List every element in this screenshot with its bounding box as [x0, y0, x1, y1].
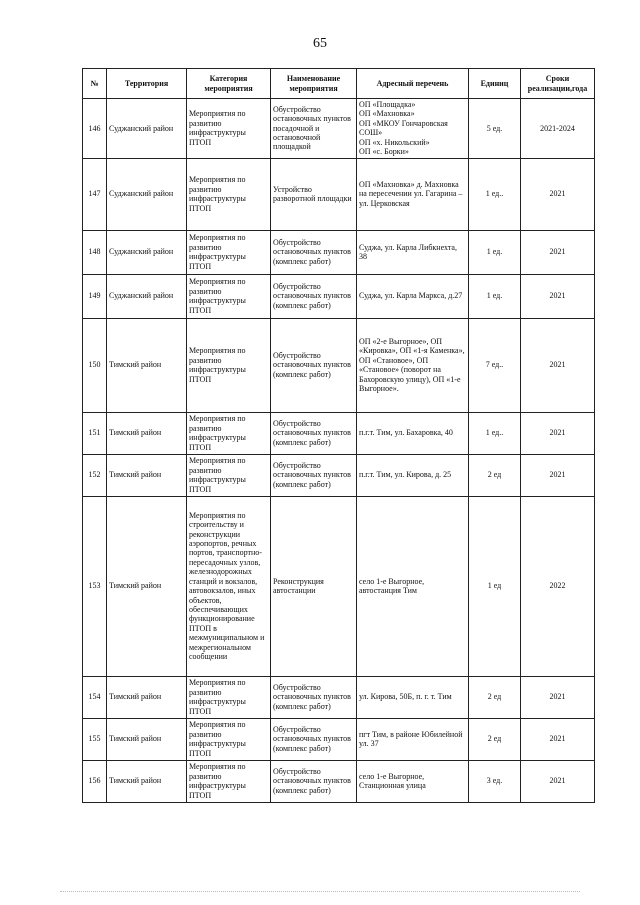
cell-territory: Тимский район — [107, 676, 187, 718]
cell-address: ОП «Площадка» ОП «Махновка» ОП «МКОУ Гончаровская СОШ» ОП «х. Никольский» ОП «с. Борки» — [357, 99, 469, 159]
cell-unit: 3 ед. — [469, 760, 521, 802]
cell-term: 2021 — [521, 274, 595, 318]
cell-address: село 1-е Выгорное, автостанция Тим — [357, 496, 469, 676]
cell-territory: Тимский район — [107, 496, 187, 676]
table-row — [83, 158, 595, 230]
table-row — [83, 760, 595, 802]
cell-category: Мероприятия по развитию инфраструктуры ПТОП — [187, 99, 271, 159]
cell-term: 2021 — [521, 760, 595, 802]
cell-term: 2021 — [521, 676, 595, 718]
cell-num: 154 — [83, 676, 107, 718]
cell-territory: Суджанский район — [107, 99, 187, 159]
cell-term: 2021-2024 — [521, 99, 595, 159]
cell-category: Мероприятия по развитию инфраструктуры ПТОП — [187, 718, 271, 760]
cell-category: Мероприятия по развитию инфраструктуры ПТОП — [187, 454, 271, 496]
cell-territory: Суджанский район — [107, 158, 187, 230]
cell-address: пгт Тим, в районе Юбилейной ул. 37 — [357, 718, 469, 760]
cell-category: Мероприятия по развитию инфраструктуры ПТОП — [187, 412, 271, 454]
cell-term: 2021 — [521, 158, 595, 230]
cell-category: Мероприятия по развитию инфраструктуры ПТОП — [187, 676, 271, 718]
cell-category: Мероприятия по развитию инфраструктуры ПТОП — [187, 274, 271, 318]
cell-term: 2021 — [521, 718, 595, 760]
table-row — [83, 496, 595, 676]
cell-name: Обустройство остановочных пунктов (комплекс работ) — [271, 412, 357, 454]
cell-name: Обустройство остановочных пунктов (комплекс работ) — [271, 230, 357, 274]
cell-unit: 1 ед.. — [469, 412, 521, 454]
cell-address: ОП «Махновка» д. Махновка на пересечении ул. Гагарина – ул. Церковская — [357, 158, 469, 230]
cell-term: 2021 — [521, 230, 595, 274]
cell-num: 147 — [83, 158, 107, 230]
cell-address: село 1-е Выгорное, Станционная улица — [357, 760, 469, 802]
cell-address: п.г.т. Тим, ул. Бахаровка, 40 — [357, 412, 469, 454]
cell-term: 2021 — [521, 454, 595, 496]
header-unit: Единиц — [469, 69, 521, 99]
cell-num: 149 — [83, 274, 107, 318]
cell-unit: 1 ед.. — [469, 158, 521, 230]
cell-category: Мероприятия по развитию инфраструктуры ПТОП — [187, 760, 271, 802]
table-header-row — [83, 69, 595, 99]
table-row — [83, 412, 595, 454]
table-row — [83, 454, 595, 496]
table-row — [83, 676, 595, 718]
header-term: Сроки реализации,года — [521, 69, 595, 99]
header-num: № — [83, 69, 107, 99]
cell-category: Мероприятия по строительству и реконструкции аэропортов, речных портов, транспортно-пересадочных узлов, железнодорожных станций и вокзалов, автовокзалов, иных объектов, обеспечивающих функционирование ПТОП в межмуниципальном и межрегиональном сообщении — [187, 496, 271, 676]
page-number: 65 — [313, 36, 327, 51]
cell-num: 151 — [83, 412, 107, 454]
cell-unit: 1 ед — [469, 496, 521, 676]
cell-territory: Суджанский район — [107, 274, 187, 318]
cell-term: 2021 — [521, 412, 595, 454]
header-address: Адресный перечень — [357, 69, 469, 99]
cell-name: Обустройство остановочных пунктов посадочной и остановочной площадкой — [271, 99, 357, 159]
cell-name: Обустройство остановочных пунктов (комплекс работ) — [271, 760, 357, 802]
cell-unit: 2 ед — [469, 454, 521, 496]
cell-territory: Тимский район — [107, 718, 187, 760]
cell-name: Обустройство остановочных пунктов (комплекс работ) — [271, 718, 357, 760]
cell-category: Мероприятия по развитию инфраструктуры ПТОП — [187, 318, 271, 412]
cell-num: 146 — [83, 99, 107, 159]
cell-name: Обустройство остановочных пунктов (комплекс работ) — [271, 274, 357, 318]
cell-num: 152 — [83, 454, 107, 496]
cell-unit: 1 ед. — [469, 230, 521, 274]
header-territory: Территория — [107, 69, 187, 99]
cell-name: Обустройство остановочных пунктов (комплекс работ) — [271, 454, 357, 496]
header-category: Категория мероприятия — [187, 69, 271, 99]
cell-num: 148 — [83, 230, 107, 274]
cell-unit: 2 ед — [469, 718, 521, 760]
table-row — [83, 230, 595, 274]
cell-term: 2021 — [521, 318, 595, 412]
cell-name: Реконструкция автостанции — [271, 496, 357, 676]
cell-num: 155 — [83, 718, 107, 760]
cell-num: 153 — [83, 496, 107, 676]
cell-num: 156 — [83, 760, 107, 802]
header-name: Наименование мероприятия — [271, 69, 357, 99]
document-table — [82, 68, 595, 803]
cell-category: Мероприятия по развитию инфраструктуры ПТОП — [187, 158, 271, 230]
cell-address: ул. Кирова, 50Б, п. г. т. Тим — [357, 676, 469, 718]
cell-category: Мероприятия по развитию инфраструктуры ПТОП — [187, 230, 271, 274]
table-row — [83, 718, 595, 760]
cell-address: п.г.т. Тим, ул. Кирова, д. 25 — [357, 454, 469, 496]
table-row — [83, 318, 595, 412]
cell-territory: Тимский район — [107, 760, 187, 802]
cell-num: 150 — [83, 318, 107, 412]
cell-unit: 1 ед. — [469, 274, 521, 318]
cell-unit: 7 ед.. — [469, 318, 521, 412]
cell-name: Обустройство остановочных пунктов (комплекс работ) — [271, 676, 357, 718]
cell-address: Суджа, ул. Карла Либкнехта, 38 — [357, 230, 469, 274]
cell-territory: Суджанский район — [107, 230, 187, 274]
cell-term: 2022 — [521, 496, 595, 676]
cell-territory: Тимский район — [107, 318, 187, 412]
cell-unit: 5 ед. — [469, 99, 521, 159]
cell-territory: Тимский район — [107, 454, 187, 496]
cell-name: Устройство разворотной площадки — [271, 158, 357, 230]
scan-artifact-line — [60, 891, 580, 893]
cell-name: Обустройство остановочных пунктов (комплекс работ) — [271, 318, 357, 412]
table-row — [83, 99, 595, 159]
cell-address: ОП «2-е Выгорное», ОП «Кировка», ОП «1-я Каменка», ОП «Становое», ОП «Становое» (поворот на Бахоровскую улицу), ОП «1-е Выгорное». — [357, 318, 469, 412]
table-row — [83, 274, 595, 318]
cell-address: Суджа, ул. Карла Маркса, д.27 — [357, 274, 469, 318]
cell-unit: 2 ед — [469, 676, 521, 718]
cell-territory: Тимский район — [107, 412, 187, 454]
